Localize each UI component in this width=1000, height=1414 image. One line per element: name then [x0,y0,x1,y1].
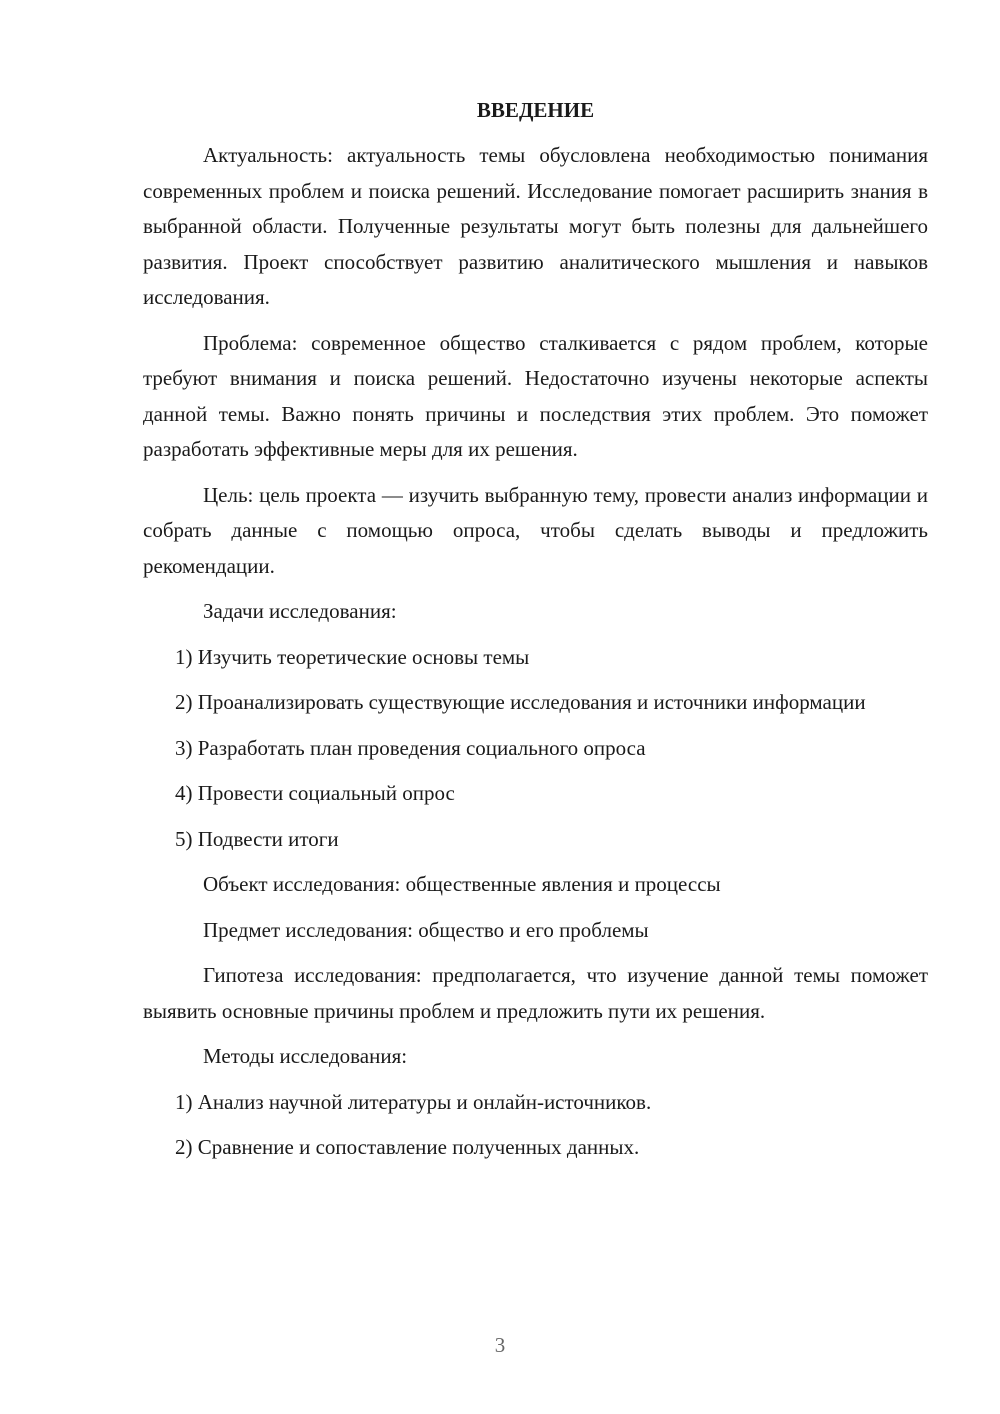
task-item: 5) Подвести итоги [175,826,339,851]
task-item: 4) Провести социальный опрос [175,781,455,805]
methods-heading: Методы исследования: [203,1044,408,1068]
hypothesis-paragraph: Гипотеза исследования: предполагается, что изучение данной темы поможет выявить основные причины проблем и предложить пути их решения. [143,963,928,1023]
task-item: 2) Проанализировать существующие исследования и источники информации [175,690,866,714]
page-number: 3 [494,1333,506,1357]
task-item: 1) Изучить теоретические основы темы [175,644,530,669]
object-paragraph: Объект исследования: общественные явления и процессы [203,872,721,896]
page-title: ВВЕДЕНИЕ [476,98,595,122]
page-content [143,94,928,1176]
method-item: 1) Анализ научной литературы и онлайн-источников. [175,1089,652,1114]
relevance-paragraph: Актуальность: актуальность темы обусловлена необходимостью понимания современных проблем и поиска решений. Исследование помогает расширить знания в выбранной области. Полученные результаты могут быть полезны для дальнейшего развития. Проект способствует развитию аналитического мышления и навыков исследования. [143,143,928,309]
task-item: 3) Разработать план проведения социального опроса [175,735,646,760]
goal-paragraph: Цель: цель проекта — изучить выбранную тему, провести анализ информации и собрать данные с помощью опроса, чтобы сделать выводы и предложить рекомендации. [143,482,928,578]
tasks-heading: Задачи исследования: [203,599,397,623]
problem-paragraph: Проблема: современное общество сталкивается с рядом проблем, которые требуют внимания и поиска решений. Недостаточно изучены некоторые аспекты данной темы. Важно понять причины и последствия этих проблем. Это поможет разработать эффективные меры для их решения. [143,330,928,461]
subject-paragraph: Предмет исследования: общество и его проблемы [203,917,649,942]
method-item: 2) Сравнение и сопоставление полученных данных. [175,1135,640,1159]
